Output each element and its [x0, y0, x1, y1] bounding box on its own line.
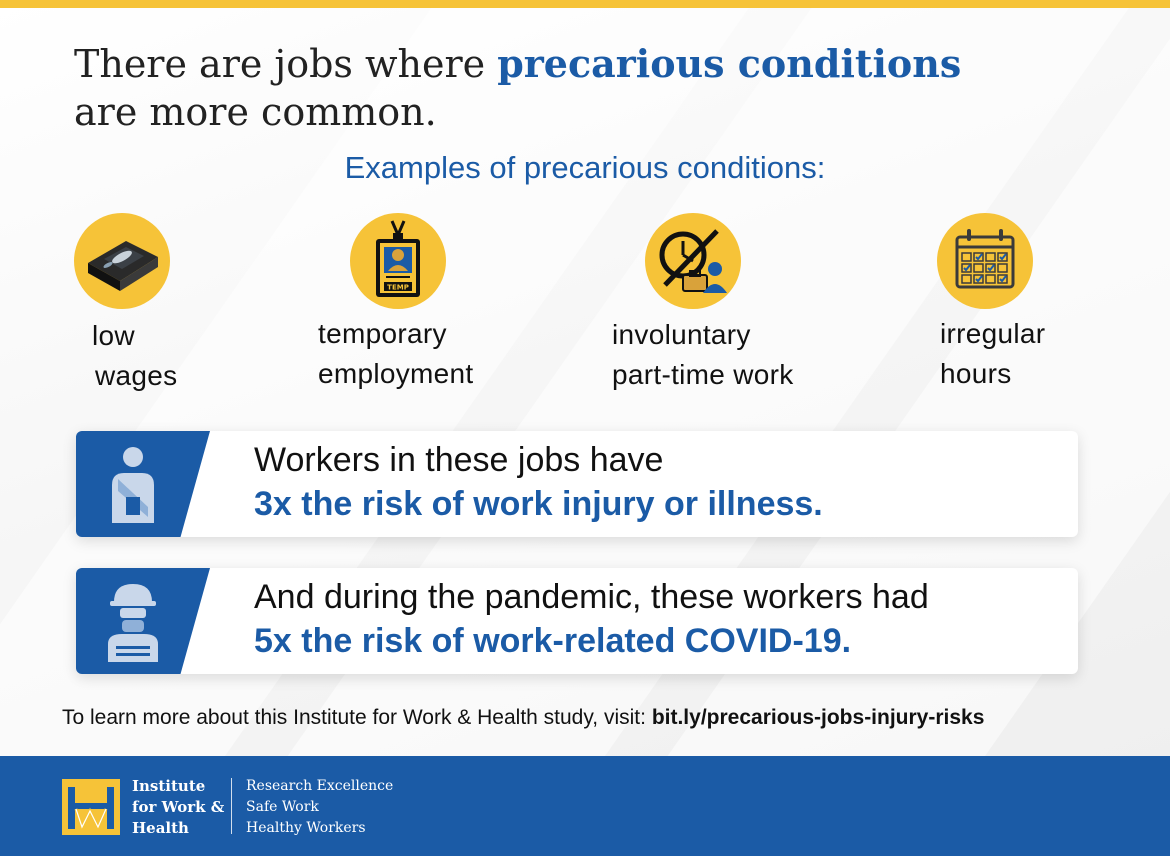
org-name	[132, 776, 224, 839]
footer	[0, 756, 1170, 856]
iwh-logo	[62, 779, 120, 835]
tagline	[246, 776, 393, 839]
learn-more-text	[0, 706, 1170, 730]
clock-worker-icon	[645, 213, 741, 309]
condition-line2: part-time work	[612, 359, 794, 390]
risk-line2: 5x the risk of work-related COVID-19.	[254, 622, 852, 660]
condition-line2: hours	[940, 358, 1012, 389]
condition-line1: temporary	[318, 318, 447, 349]
org-name-line: Health	[132, 819, 189, 837]
risk-line2: 3x the risk of work injury or illness.	[254, 485, 823, 523]
top-accent-bar	[0, 0, 1170, 8]
badge-text: TEMP	[387, 283, 409, 292]
headline-highlight: precarious conditions	[497, 41, 962, 86]
condition-line1: irregular	[940, 318, 1046, 349]
org-name-line: for Work &	[132, 798, 225, 816]
org-name-line: Institute	[132, 777, 206, 795]
temp-badge-icon	[350, 213, 446, 309]
risk-card-band	[76, 431, 210, 537]
calendar-icon	[937, 213, 1033, 309]
condition-irregular-hours	[940, 314, 1045, 394]
condition-involuntary-part-time	[612, 315, 794, 395]
risk-line1: And during the pandemic, these workers had	[254, 578, 929, 616]
subheading: Examples of precarious conditions:	[344, 150, 826, 185]
condition-line2: employment	[318, 358, 474, 389]
learn-more-prefix: To learn more about this Institute for Work & Health study, visit:	[62, 706, 652, 729]
condition-temporary-employment	[318, 314, 474, 394]
masked-worker-icon	[102, 580, 164, 662]
condition-line1: involuntary	[612, 319, 751, 350]
headline-part2: are more common.	[74, 90, 437, 134]
condition-line1: low	[92, 320, 135, 351]
wallet-icon	[74, 213, 170, 309]
tagline-line: Safe Work	[246, 799, 319, 815]
risk-card-band	[76, 568, 210, 674]
condition-line2: wages	[95, 360, 178, 391]
risk-line1: Workers in these jobs have	[254, 441, 664, 479]
study-link[interactable]: bit.ly/precarious-jobs-injury-risks	[651, 706, 985, 729]
headline-part1: There are jobs where	[74, 42, 498, 86]
headline	[74, 40, 974, 136]
risk-card-injury	[76, 431, 1078, 537]
risk-card-covid	[76, 568, 1078, 674]
footer-divider	[231, 778, 232, 834]
tagline-line: Healthy Workers	[246, 820, 366, 836]
injured-worker-icon	[102, 443, 164, 525]
condition-low-wages	[92, 316, 177, 396]
tagline-line: Research Excellence	[246, 778, 394, 794]
